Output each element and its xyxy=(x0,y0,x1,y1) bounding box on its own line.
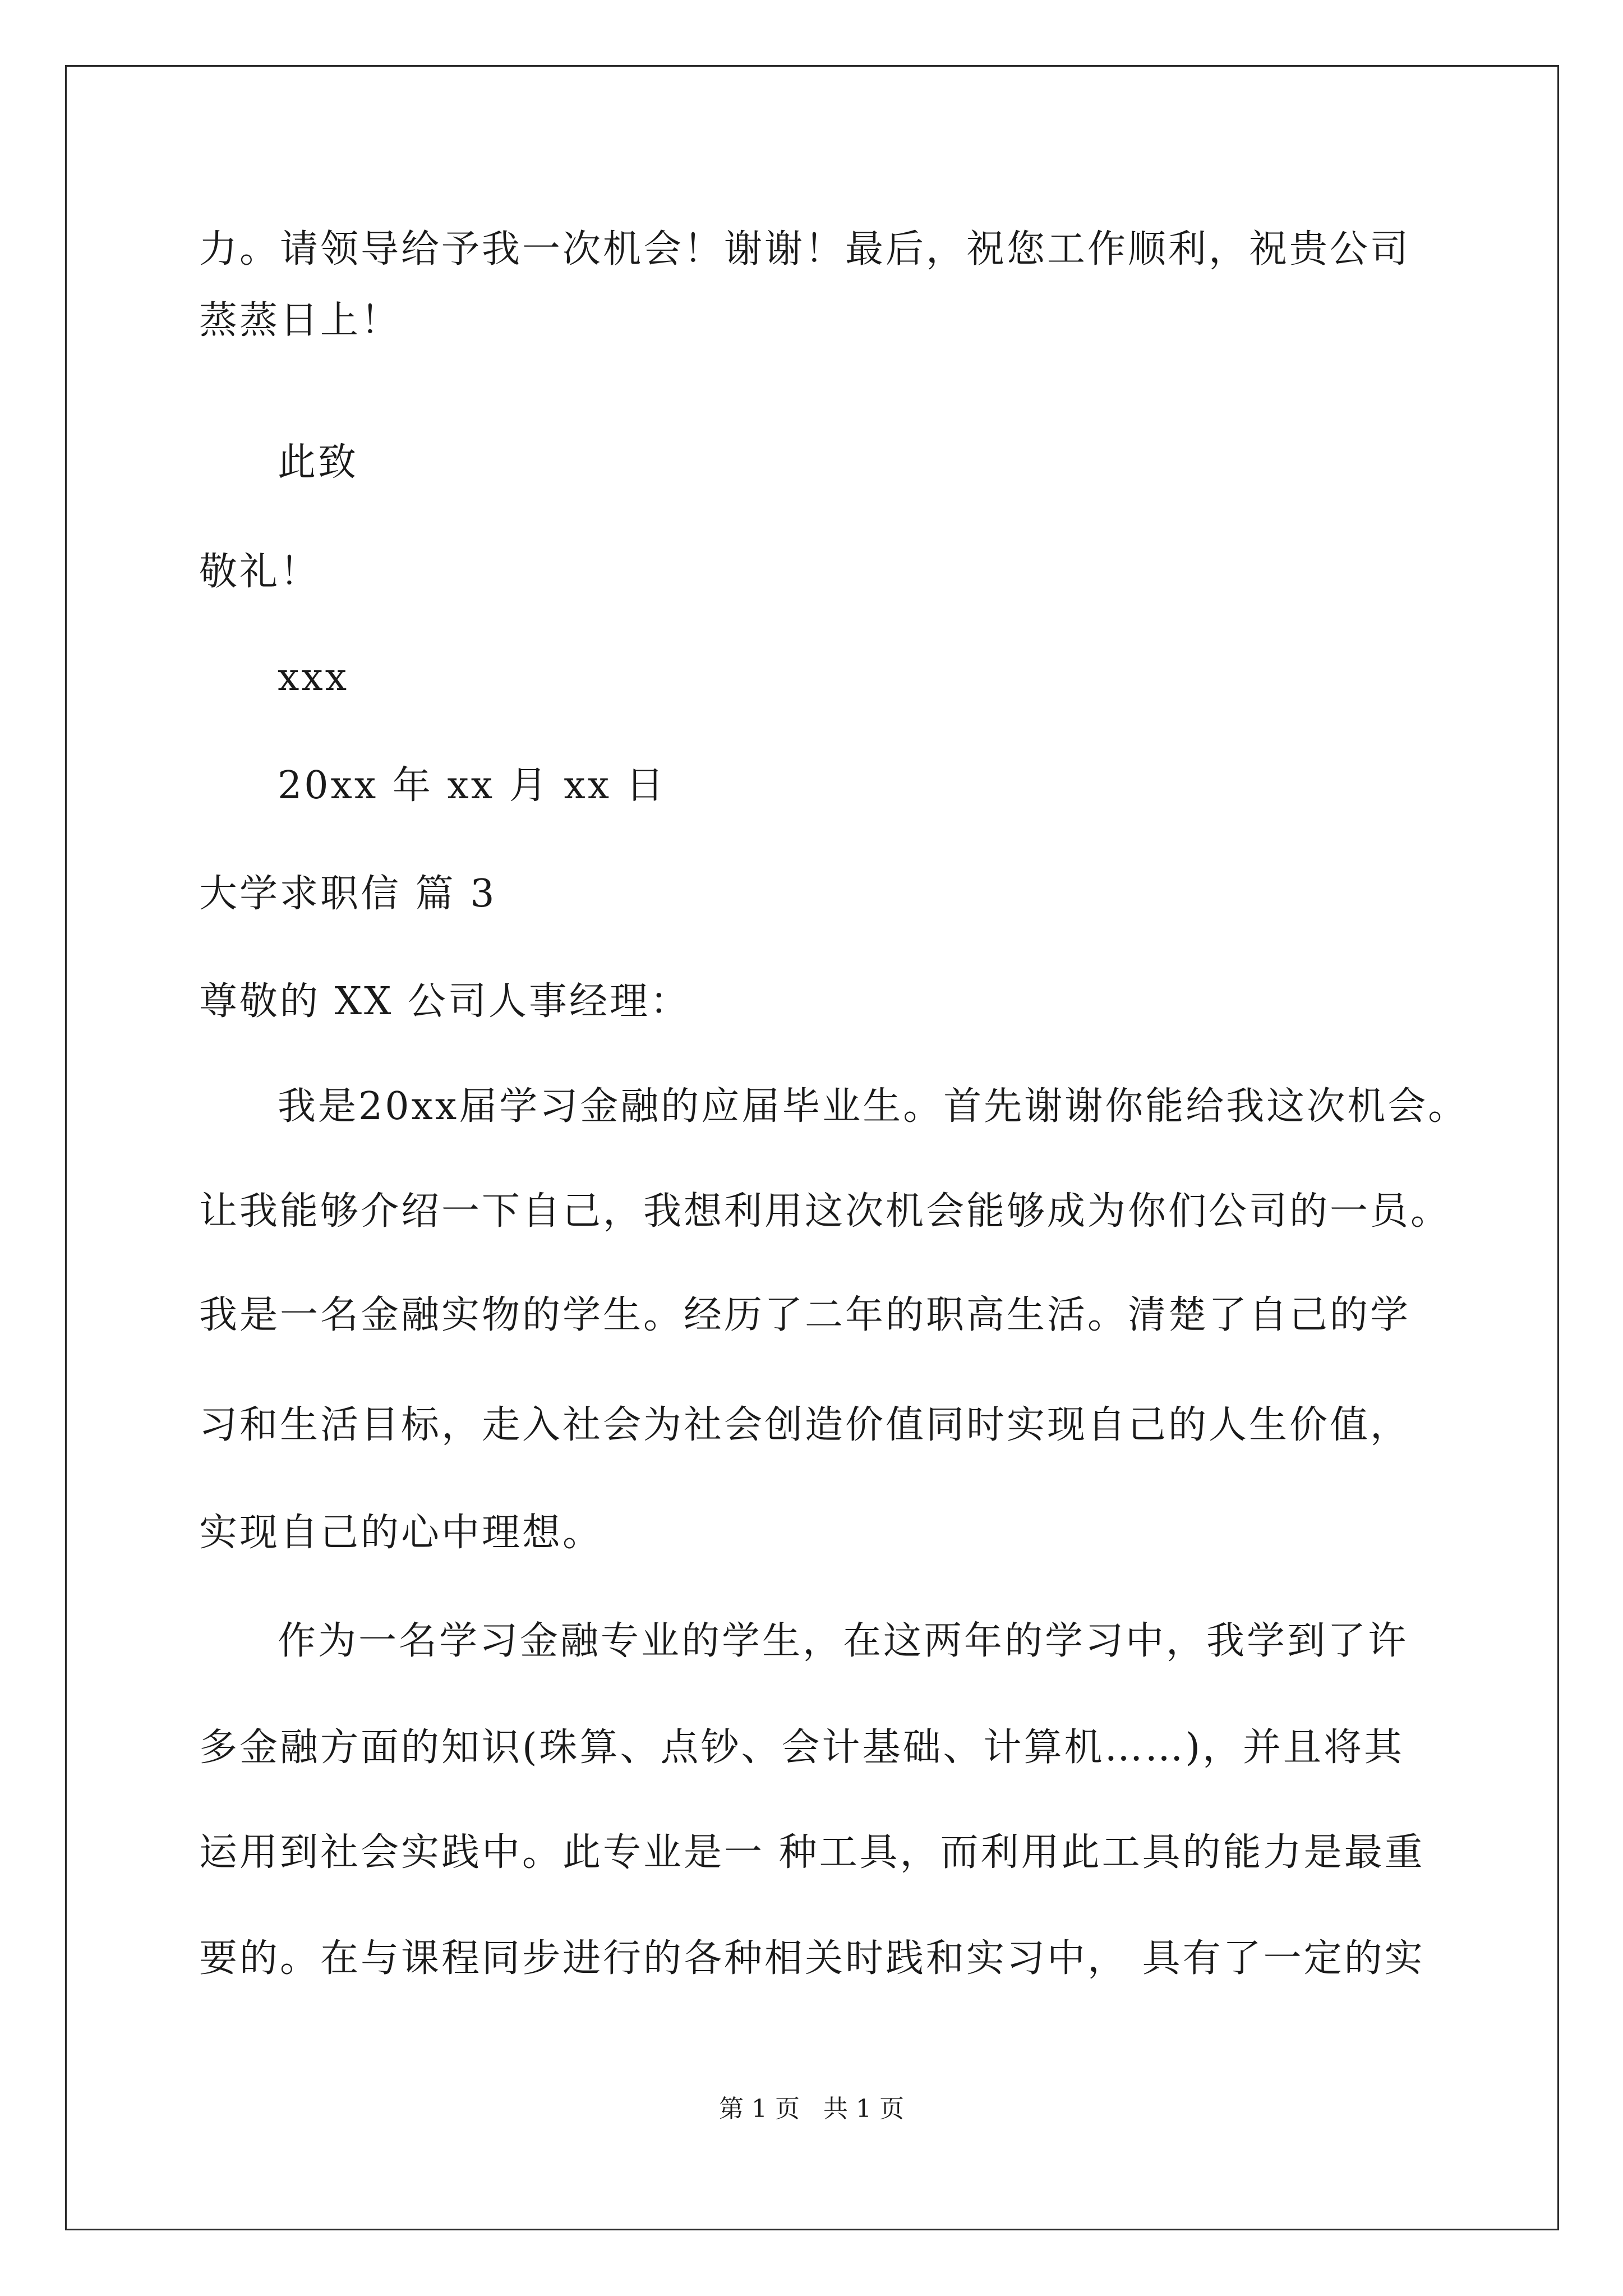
text-line-9: 我是20xx届学习金融的应届毕业生。首先谢谢你能给我这次机会。 xyxy=(278,1084,1469,1129)
signature-name: xxx xyxy=(278,655,349,700)
signature-date: 20xx 年 xx 月 xx 日 xyxy=(278,763,666,808)
text-line-10: 让我能够介绍一下自己，我想利用这次机会能够成为你们公司的一员。 xyxy=(199,1189,1451,1234)
page-footer: 第 1 页 共 1 页 xyxy=(719,2095,904,2123)
text-line-1: 力。请领导给予我一次机会！谢谢！最后，祝您工作顺利，祝贵公司 xyxy=(199,227,1411,272)
text-line-16: 运用到社会实践中。此专业是一 种工具，而利用此工具的能力是最重 xyxy=(199,1830,1425,1875)
greeting: 尊敬的 XX 公司人事经理： xyxy=(199,979,691,1024)
salutation-cizhi: 此致 xyxy=(278,440,359,485)
page-border xyxy=(65,65,1559,2230)
section-title: 大学求职信 篇 3 xyxy=(199,872,497,916)
text-line-13: 实现自己的心中理想。 xyxy=(199,1511,603,1555)
text-line-17: 要的。在与课程同步进行的各种相关时践和实习中， 具有了一定的实 xyxy=(199,1936,1425,1981)
text-line-15: 多金融方面的知识(珠算、点钞、会计基础、计算机……)，并且将其 xyxy=(199,1726,1405,1770)
salutation-jingli: 敬礼！ xyxy=(199,550,321,594)
text-line-2: 蒸蒸日上！ xyxy=(199,298,402,343)
text-line-14: 作为一名学习金融专业的学生，在这两年的学习中，我学到了许 xyxy=(278,1619,1409,1663)
text-line-12: 习和生活目标，走入社会为社会创造价值同时实现自己的人生价值， xyxy=(199,1403,1411,1447)
text-line-11: 我是一名金融实物的学生。经历了二年的职高生活。清楚了自己的学 xyxy=(199,1293,1411,1337)
